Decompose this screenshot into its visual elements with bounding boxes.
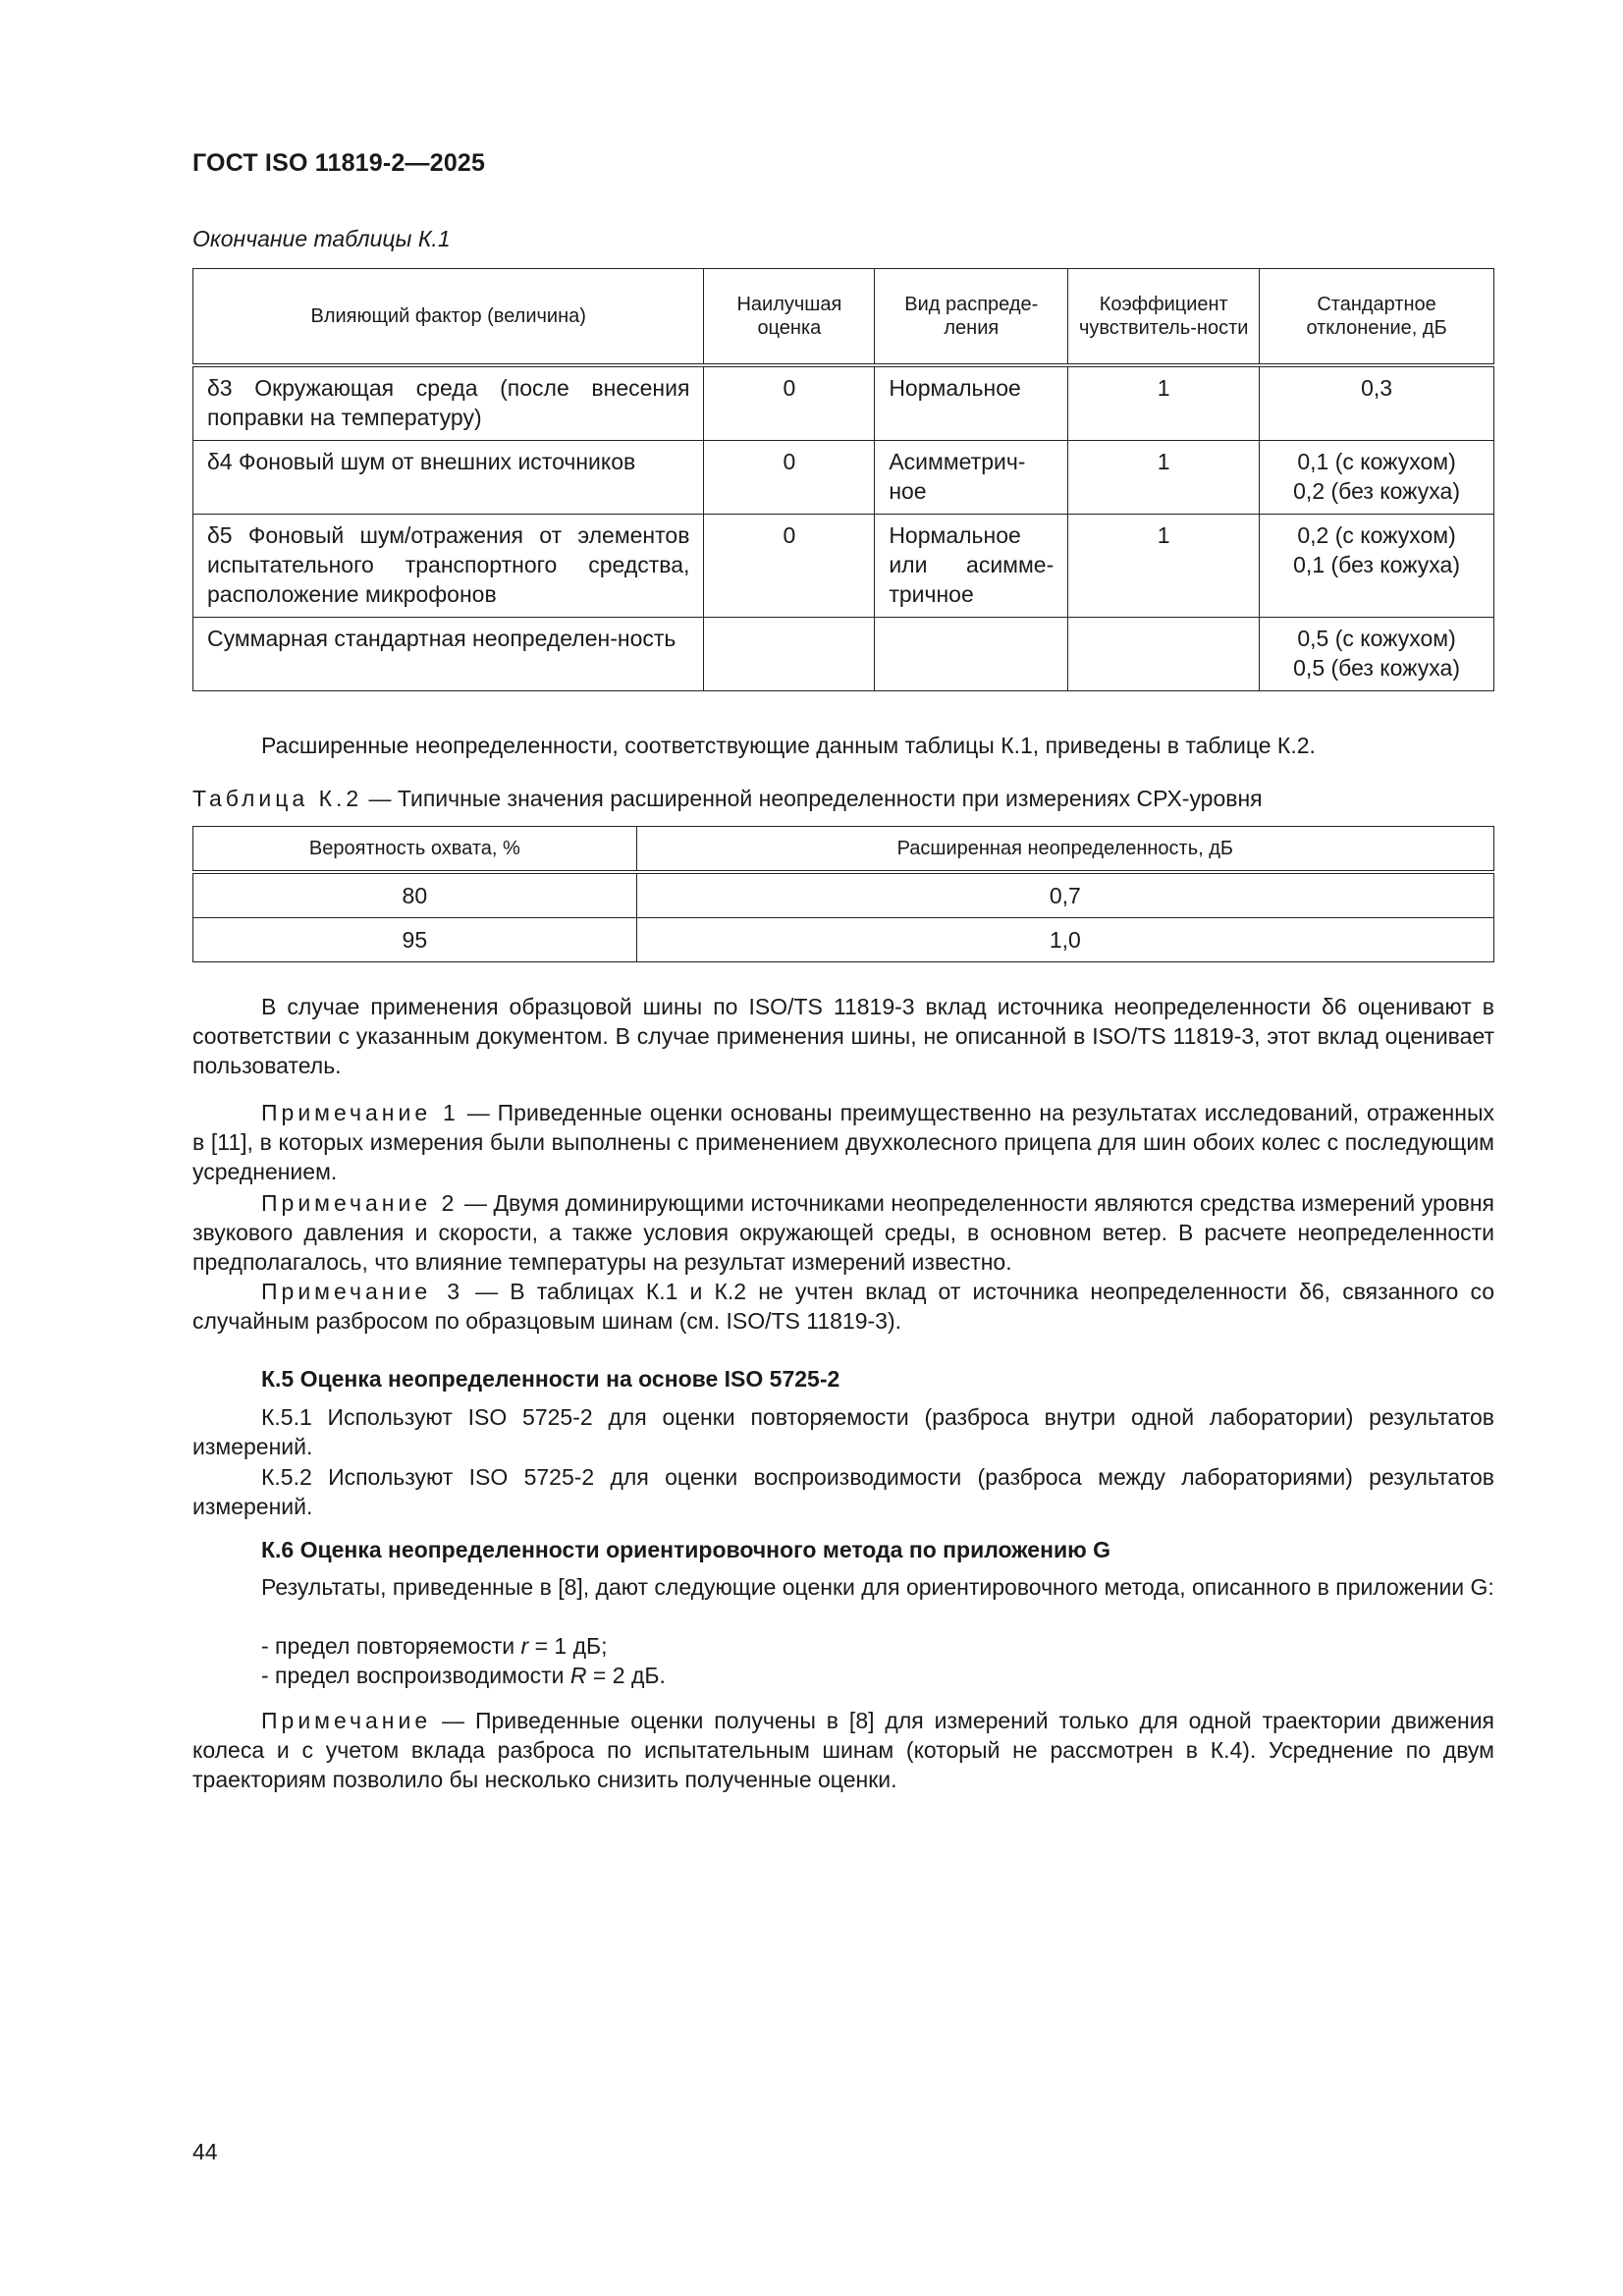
table-row [193, 872, 1494, 918]
table-row [193, 618, 1494, 691]
list-variable: R [569, 1663, 587, 1688]
cell-probability: 95 [193, 918, 637, 962]
cell-best: 0 [704, 365, 875, 441]
note-3 [192, 1277, 1494, 1336]
cell-factor: Суммарная стандартная неопределен-ность [193, 618, 704, 691]
cell-distribution: Асимметрич-ное [875, 441, 1068, 515]
cell-coefficient [1068, 618, 1260, 691]
note-2-label: Примечание 2 [261, 1190, 459, 1216]
cell-best [704, 618, 875, 691]
col-header-std: Стандартное отклонение, дБ [1260, 269, 1494, 366]
document-header: ГОСТ ISO 11819-2—2025 [192, 149, 486, 177]
cell-best: 0 [704, 515, 875, 618]
paragraph-k51: К.5.1 Используют ISO 5725-2 для оценки повторяемости (разброса внутри одной лаборатории) результатов измерений. [192, 1404, 1494, 1459]
table-row [193, 515, 1494, 618]
list-text: = 1 дБ; [528, 1633, 608, 1659]
std-line-1: 0,2 (с кожухом) [1297, 522, 1456, 548]
table-header-row [193, 827, 1494, 873]
page-number: 44 [192, 2139, 218, 2164]
cell-expanded-uncertainty: 1,0 [636, 918, 1493, 962]
section-k5-title: К.5 Оценка неопределенности на основе ISO 5725-2 [261, 1366, 840, 1392]
cell-coefficient: 1 [1068, 441, 1260, 515]
col-header-expanded-uncertainty: Расширенная неопределенность, дБ [636, 827, 1493, 873]
cell-std [1260, 441, 1494, 515]
std-line-2: 0,5 (без кожуха) [1293, 655, 1460, 681]
section-k6-title: К.6 Оценка неопределенности ориентировочного метода по приложению G [261, 1537, 1111, 1562]
note-3-label: Примечание 3 [261, 1279, 464, 1304]
note-final [192, 1706, 1494, 1794]
std-line-2: 0,1 (без кожуха) [1293, 552, 1460, 577]
note-1 [192, 1098, 1494, 1186]
cell-factor: δ5 Фоновый шум/отражения от элементов испытательного транспортного средства, расположение микрофонов [193, 515, 704, 618]
cell-expanded-uncertainty: 0,7 [636, 872, 1493, 918]
list-text: - предел воспроизводимости [261, 1663, 570, 1688]
table-k1 [192, 268, 1494, 691]
col-header-probability: Вероятность охвата, % [193, 827, 637, 873]
note-final-text: — Приведенные оценки получены в [8] для измерений только для одной траектории движения колеса и с учетом вклада разброса по испытательным шинам (который не рассмотрен в К.4). Усреднение по двум траекториям позволило бы несколько снизить полученные оценки. [192, 1708, 1494, 1792]
paragraph-k52: К.5.2 Используют ISO 5725-2 для оценки воспроизводимости (разброса между лабораториями) результатов измерений. [192, 1464, 1494, 1519]
table-k2 [192, 826, 1494, 962]
table-row [193, 918, 1494, 962]
cell-factor: δ4 Фоновый шум от внешних источников [193, 441, 704, 515]
cell-best: 0 [704, 441, 875, 515]
list-item-reproducibility [261, 1661, 666, 1690]
paragraph-reference-tire: В случае применения образцовой шины по ISO/TS 11819-3 вклад источника неопределенности δ6 оценивают в соответствии с указанным документом. В случае применения шины, не описанной в ISO/TS 11819-3, этот вклад оценивает пользователь. [192, 994, 1494, 1078]
note-2 [192, 1188, 1494, 1277]
note-1-text: — Приведенные оценки основаны преимущественно на результатах исследований, отраженных в [11], в которых измерения были выполнены с применением двухколесного прицепа для шин обоих колес с последующим усреднением. [192, 1100, 1494, 1184]
list-text: = 2 дБ. [586, 1663, 666, 1688]
col-header-distribution: Вид распреде-ления [875, 269, 1068, 366]
paragraph-expanded-uncertainty: Расширенные неопределенности, соответствующие данным таблицы К.1, приведены в таблице К.2. [261, 733, 1316, 758]
cell-std [1260, 365, 1494, 441]
std-line-2: 0,2 (без кожуха) [1293, 478, 1460, 504]
note-2-text: — Двумя доминирующими источниками неопределенности являются средства измерений уровня звукового давления и скорости, а также условия окружающей среды, в основном ветер. В расчете неопределенности предполагалось, что влияние температуры на результат измерений известно. [192, 1190, 1494, 1275]
note-3-text: — В таблицах К.1 и К.2 не учтен вклад от источника неопределенности δ6, связанного со случайным разбросом по образцовым шинам (см. ISO/TS 11819-3). [192, 1279, 1494, 1334]
cell-std [1260, 618, 1494, 691]
std-line-1: 0,5 (с кожухом) [1297, 626, 1456, 651]
col-header-factor: Влияющий фактор (величина) [193, 269, 704, 366]
note-1-label: Примечание 1 [261, 1100, 460, 1125]
table2-title [192, 784, 1494, 813]
cell-distribution [875, 618, 1068, 691]
cell-coefficient: 1 [1068, 365, 1260, 441]
table2-title-text: — Типичные значения расширенной неопределенности при измерениях СРХ-уровня [362, 786, 1263, 811]
table-row [193, 441, 1494, 515]
table-row [193, 365, 1494, 441]
note-final-label: Примечание [261, 1708, 432, 1733]
std-line-1: 0,1 (с кожухом) [1297, 449, 1456, 474]
cell-coefficient: 1 [1068, 515, 1260, 618]
list-variable: r [520, 1633, 529, 1659]
col-header-best: Наилучшая оценка [704, 269, 875, 366]
cell-factor: δ3 Окружающая среда (после внесения поправки на температуру) [193, 365, 704, 441]
list-item-repeatability [261, 1631, 608, 1661]
cell-distribution: Нормальное или асимме-тричное [875, 515, 1068, 618]
table1-caption: Окончание таблицы К.1 [192, 226, 451, 251]
cell-distribution: Нормальное [875, 365, 1068, 441]
table2-title-label: Таблица К.2 [192, 786, 363, 811]
cell-std [1260, 515, 1494, 618]
col-header-coefficient: Коэффициент чувствитель-ности [1068, 269, 1260, 366]
list-text: - предел повторяемости [261, 1633, 521, 1659]
paragraph-k6: Результаты, приведенные в [8], дают следующие оценки для ориентировочного метода, описанного в приложении G: [261, 1574, 1494, 1600]
cell-probability: 80 [193, 872, 637, 918]
std-line-1: 0,3 [1361, 375, 1393, 401]
table-header-row [193, 269, 1494, 366]
